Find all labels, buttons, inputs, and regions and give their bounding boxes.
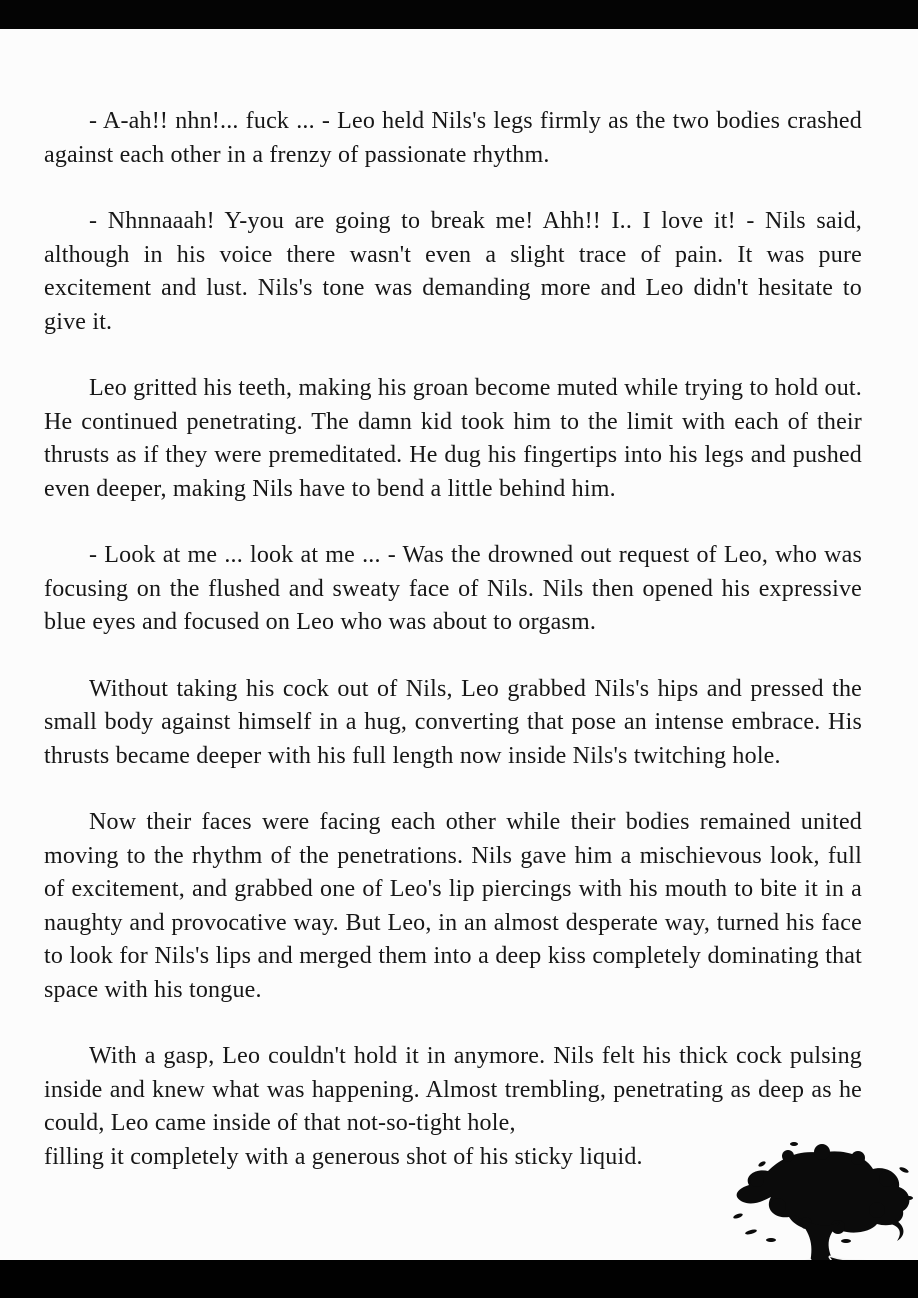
paragraph: - Nhnnaaah! Y-you are going to break me! Ahh!! I.. I love it! - Nils said, although in his voice there wasn't even a slight trace of pain. It was pure excitement and lust. Nils's tone was demanding more and Leo didn't hesitate to give it. xyxy=(44,208,862,335)
paragraph-continuation-line: filling it completely with a generous shot of his sticky liquid. xyxy=(44,1143,643,1170)
top-border-bar xyxy=(0,0,918,29)
paragraph: - A-ah!! nhn!... fuck ... - Leo held Nils's legs firmly as the two bodies crashed against each other in a frenzy of passionate rhythm. xyxy=(44,108,862,168)
paragraph-text: With a gasp, Leo couldn't hold it in anymore. Nils felt his thick cock pulsing inside and knew what was happening. Almost trembling, penetrating as deep as he could, Leo came inside of that not-so-tight hole, xyxy=(44,1043,862,1136)
paragraph: - Look at me ... look at me ... - Was the drowned out request of Leo, who was focusing on the flushed and sweaty face of Nils. Nils then opened his expressive blue eyes and focused on Leo who was about to orgasm. xyxy=(44,542,862,635)
paragraph: Now their faces were facing each other while their bodies remained united moving to the rhythm of the penetrations. Nils gave him a mischievous look, full of excitement, and grabbed one of Leo's lip piercings with his mouth to bite it in a naughty and provocative way. But Leo, in an almost desperate way, turned his face to look for Nils's lips and merged them into a deep kiss completely dominating that space with his tongue. xyxy=(44,809,862,1003)
text-page xyxy=(44,105,862,1174)
bottom-border-bar xyxy=(0,1260,918,1298)
paragraph xyxy=(44,1040,862,1174)
paragraph: Leo gritted his teeth, making his groan become muted while trying to hold out. He continued penetrating. The damn kid took him to the limit with each of their thrusts as if they were premeditated. He dug his fingertips into his legs and pushed even deeper, making Nils have to bend a little behind him. xyxy=(44,375,862,502)
paragraph: Without taking his cock out of Nils, Leo grabbed Nils's hips and pressed the small body against himself in a hug, converting that pose an intense embrace. His thrusts became deeper with his full length now inside Nils's twitching hole. xyxy=(44,675,862,769)
